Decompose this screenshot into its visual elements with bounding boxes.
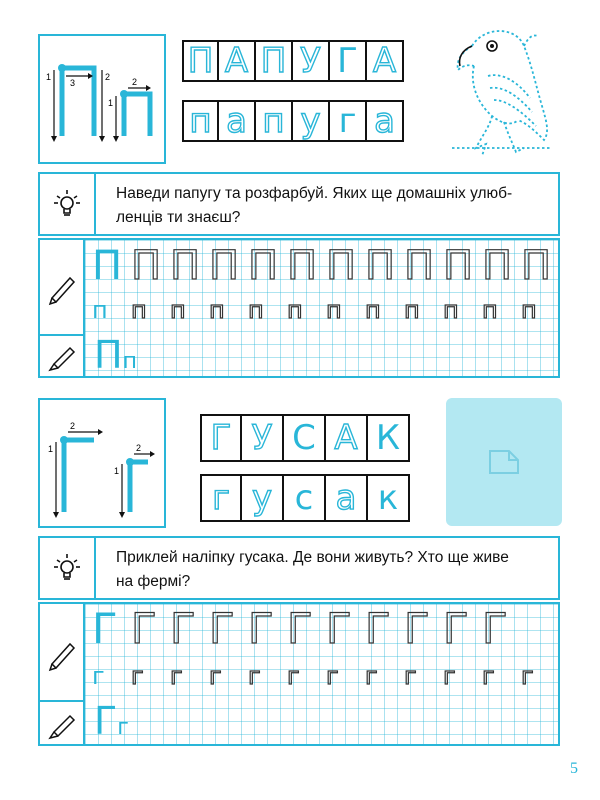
letter-cell[interactable]: с <box>284 474 326 522</box>
practice-letter[interactable]: п <box>365 296 381 324</box>
sample-lower: п <box>122 349 137 374</box>
letter-cell[interactable]: Г <box>200 414 242 462</box>
stroke-number: 2 <box>105 72 111 82</box>
grid-sidebar-divider <box>40 700 85 702</box>
practice-letter[interactable]: г <box>170 662 183 690</box>
practice-letter[interactable]: г <box>287 662 300 690</box>
practice-letter[interactable]: П <box>287 243 318 289</box>
practice-letter[interactable]: г <box>92 662 105 690</box>
practice-letter[interactable]: П <box>170 243 201 289</box>
pen-icon <box>46 710 78 740</box>
practice-letter[interactable]: П <box>248 243 279 289</box>
stroke-number: 2 <box>132 77 138 87</box>
letter-cell[interactable]: у <box>293 100 330 142</box>
practice-letter[interactable]: Г <box>131 604 157 653</box>
practice-letter[interactable]: г <box>326 662 339 690</box>
letter-g-stroke-box <box>38 398 166 528</box>
stroke-number: 1 <box>46 72 52 82</box>
practice-letter[interactable]: г <box>521 662 534 690</box>
practice-letter[interactable]: Г <box>482 604 508 653</box>
practice-letter[interactable]: г <box>482 662 495 690</box>
letter-cell[interactable]: А <box>219 40 256 82</box>
letter-cell[interactable]: У <box>293 40 330 82</box>
practice-letter[interactable]: п <box>209 296 225 324</box>
practice-letter[interactable]: Г <box>248 604 274 653</box>
letter-cell[interactable]: к <box>368 474 410 522</box>
sticker-icon <box>487 448 521 476</box>
word-gusak-caps <box>200 414 410 462</box>
word-papuga-lower <box>182 100 404 142</box>
stroke-number: 1 <box>48 444 54 454</box>
pencil-icon <box>46 270 78 306</box>
practice-sample-pair <box>94 699 129 743</box>
practice-letter[interactable]: г <box>248 662 261 690</box>
practice-letter[interactable]: п <box>443 296 459 324</box>
letter-cell[interactable]: К <box>368 414 410 462</box>
letter-cell[interactable]: у <box>242 474 284 522</box>
letter-cell[interactable]: А <box>367 40 404 82</box>
grid-sidebar-divider <box>40 334 85 336</box>
practice-letter[interactable]: Г <box>365 604 391 653</box>
letter-cell[interactable]: У <box>242 414 284 462</box>
letter-cell[interactable]: г <box>330 100 367 142</box>
practice-grid-g[interactable] <box>38 602 560 746</box>
sample-upper: П <box>94 333 123 377</box>
letter-cell[interactable]: С <box>284 414 326 462</box>
practice-sample-pair <box>94 333 137 377</box>
practice-letter[interactable]: п <box>170 296 186 324</box>
instruction-text-line: ленців ти знаєш? <box>116 209 241 226</box>
practice-letter[interactable]: п <box>131 296 147 324</box>
practice-letter[interactable]: г <box>209 662 222 690</box>
letter-p-stroke-box <box>38 34 166 164</box>
practice-letter[interactable]: Г <box>287 604 313 653</box>
practice-letter[interactable]: П <box>209 243 240 289</box>
practice-letter[interactable]: П <box>521 243 552 289</box>
practice-letter[interactable]: г <box>443 662 456 690</box>
instruction-box-goose <box>38 536 560 600</box>
sample-upper: Г <box>94 699 118 743</box>
practice-letter[interactable]: п <box>482 296 498 324</box>
sample-lower: г <box>117 715 129 740</box>
letter-cell[interactable]: г <box>200 474 242 522</box>
parrot-drawing[interactable] <box>432 16 572 166</box>
letter-cell[interactable]: а <box>326 474 368 522</box>
practice-letter[interactable]: П <box>131 243 162 289</box>
letter-cell[interactable]: П <box>182 40 219 82</box>
practice-letter[interactable]: г <box>365 662 378 690</box>
practice-letter[interactable]: Г <box>170 604 196 653</box>
stroke-number: 2 <box>136 443 142 453</box>
practice-letter[interactable]: Г <box>404 604 430 653</box>
word-gusak-lower <box>200 474 410 522</box>
practice-grid-p[interactable] <box>38 238 560 378</box>
stroke-number: 2 <box>70 421 76 431</box>
practice-letter[interactable]: П <box>482 243 513 289</box>
instruction-box-parrot <box>38 172 560 236</box>
instruction-text-line: на фермі? <box>116 573 191 590</box>
letter-p-stroke-diagram <box>40 36 164 162</box>
letter-cell[interactable]: п <box>182 100 219 142</box>
stroke-number: 1 <box>108 98 114 108</box>
word-papuga-caps <box>182 40 404 82</box>
practice-letter[interactable]: П <box>365 243 396 289</box>
practice-letter[interactable]: П <box>326 243 357 289</box>
stroke-number: 3 <box>70 78 76 88</box>
practice-letter[interactable]: п <box>521 296 537 324</box>
instruction-text-line: Наведи папугу та розфарбуй. Яких ще домашніх улюб- <box>116 185 513 202</box>
practice-letter[interactable]: п <box>92 296 108 324</box>
letter-cell[interactable]: Г <box>330 40 367 82</box>
practice-letter[interactable]: п <box>287 296 303 324</box>
letter-cell[interactable]: п <box>256 100 293 142</box>
lightbulb-icon <box>40 538 96 598</box>
instruction-text-line: Приклей наліпку гусака. Де вони живуть? Хто ще живе <box>116 549 509 566</box>
practice-letter[interactable]: Г <box>443 604 469 653</box>
practice-letter[interactable]: П <box>404 243 435 289</box>
practice-letter[interactable]: п <box>326 296 342 324</box>
practice-letter[interactable]: п <box>404 296 420 324</box>
letter-g-stroke-diagram <box>40 400 164 526</box>
practice-letter[interactable]: Г <box>92 604 118 653</box>
page-number: 5 <box>570 760 578 777</box>
sticker-placeholder[interactable] <box>446 398 562 526</box>
letter-cell[interactable]: П <box>256 40 293 82</box>
letter-cell[interactable]: а <box>219 100 256 142</box>
practice-letter[interactable]: Г <box>326 604 352 653</box>
practice-letter[interactable]: г <box>131 662 144 690</box>
stroke-number: 1 <box>114 466 120 476</box>
practice-letter[interactable]: Г <box>209 604 235 653</box>
pencil-icon <box>46 636 78 672</box>
practice-letter[interactable]: г <box>404 662 417 690</box>
pen-icon <box>46 342 78 372</box>
letter-cell[interactable]: А <box>326 414 368 462</box>
practice-letter[interactable]: П <box>92 243 123 289</box>
practice-letter[interactable]: П <box>443 243 474 289</box>
letter-cell[interactable]: а <box>367 100 404 142</box>
lightbulb-icon <box>40 174 96 234</box>
practice-letter[interactable]: п <box>248 296 264 324</box>
